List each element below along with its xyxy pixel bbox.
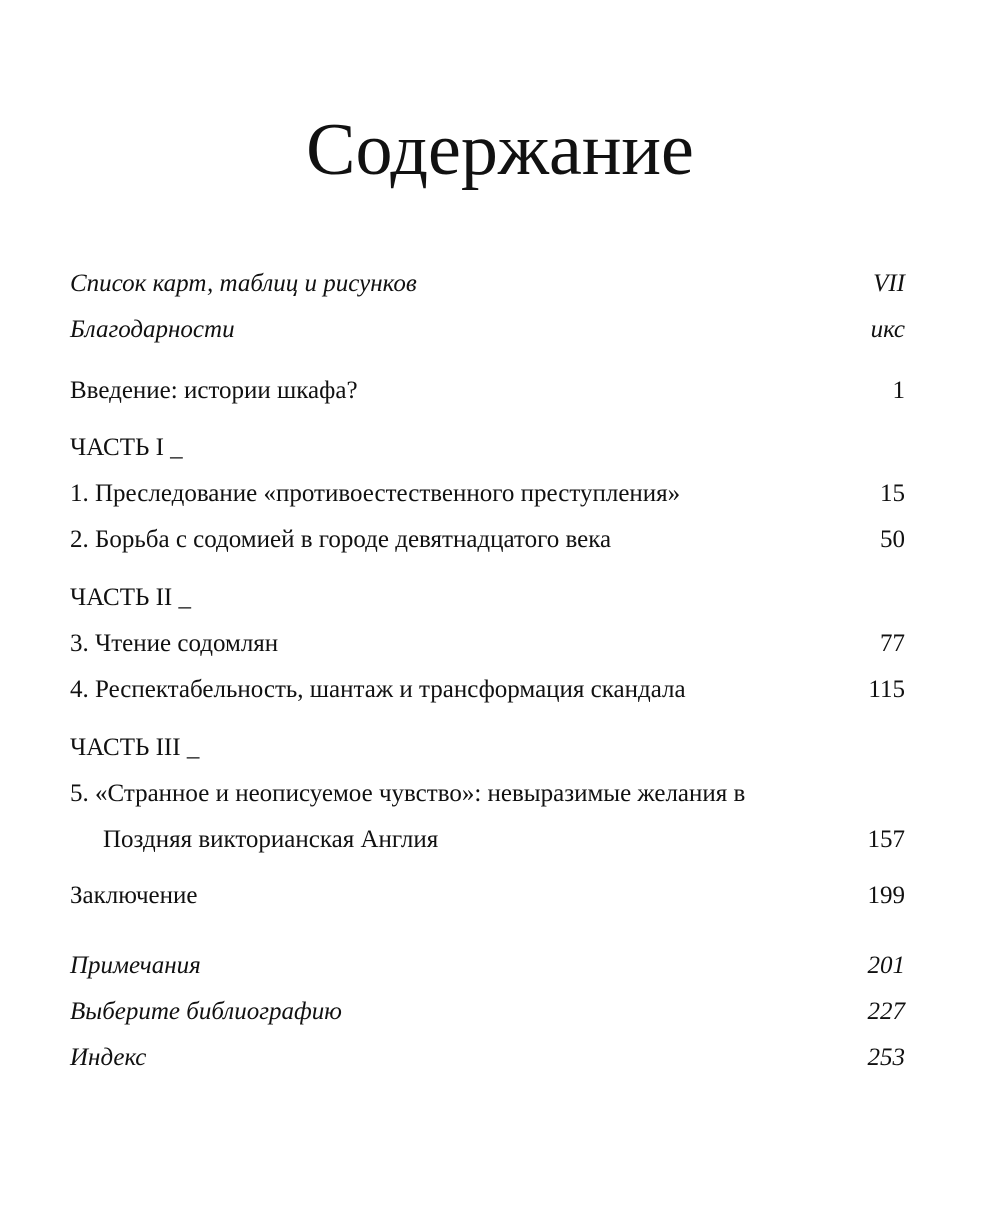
toc-entry-label: 4. Респектабельность, шантаж и трансформация скандала — [70, 676, 686, 703]
toc-entry-label: Введение: истории шкафа? — [70, 377, 358, 404]
toc-entry-chapter-5[interactable] — [70, 777, 905, 811]
toc-entry-notes[interactable] — [70, 949, 905, 983]
toc-entry-label: Список карт, таблиц и рисунков — [70, 270, 417, 297]
toc-entry-label: Примечания — [70, 952, 201, 979]
toc-part-2-heading — [70, 581, 905, 615]
toc-entry-label: Заключение — [70, 882, 198, 909]
toc-entry-label: Поздняя викторианская Англия — [103, 826, 439, 853]
toc-entry-conclusion[interactable] — [70, 879, 905, 913]
toc-entry-introduction[interactable] — [70, 374, 905, 408]
toc-part-1-heading — [70, 431, 905, 465]
toc-entry-page: икс — [870, 316, 905, 343]
toc-entry-page: 157 — [867, 826, 905, 853]
toc-part-label: ЧАСТЬ I _ — [70, 434, 183, 461]
toc-entry-page: 115 — [868, 676, 905, 703]
toc-entry-bibliography[interactable] — [70, 995, 905, 1029]
toc-entry-index[interactable] — [70, 1041, 905, 1075]
toc-entry-page: 253 — [867, 1044, 905, 1071]
toc-entry-label: 5. «Странное и неописуемое чувство»: невыразимые желания в — [70, 780, 746, 807]
toc-entry-page: 227 — [867, 998, 905, 1025]
toc-entry-page: VII — [873, 270, 905, 297]
page-title: Содержание — [306, 109, 694, 191]
toc-entry-page: 50 — [880, 526, 905, 553]
toc-entry-acknowledgements[interactable] — [70, 313, 905, 347]
toc-entry-page: 15 — [880, 480, 905, 507]
toc-entry-chapter-3[interactable] — [70, 627, 905, 661]
toc-entry-page: 199 — [867, 882, 905, 909]
toc-entry-page: 201 — [867, 952, 905, 979]
toc-entry-label: 1. Преследование «противоестественного преступления» — [70, 480, 681, 507]
toc-entry-chapter-5-continuation[interactable] — [70, 823, 905, 857]
toc-entry-chapter-1[interactable] — [70, 477, 905, 511]
toc-entry-label: Выберите библиографию — [70, 998, 342, 1025]
toc-entry-page: 77 — [880, 630, 905, 657]
toc-entry-list-of-maps[interactable] — [70, 267, 905, 301]
toc-entry-label: 3. Чтение содомлян — [70, 630, 279, 657]
toc-entry-page: 1 — [892, 377, 905, 404]
toc-part-3-heading — [70, 731, 905, 765]
toc-entry-chapter-4[interactable] — [70, 673, 905, 707]
toc-entry-label: Индекс — [70, 1044, 147, 1071]
toc-entry-label: Благодарности — [70, 316, 235, 343]
toc-part-label: ЧАСТЬ III _ — [70, 734, 200, 761]
toc-part-label: ЧАСТЬ II _ — [70, 584, 192, 611]
toc-entry-label: 2. Борьба с содомией в городе девятнадцатого века — [70, 526, 612, 553]
toc-entry-chapter-2[interactable] — [70, 523, 905, 557]
